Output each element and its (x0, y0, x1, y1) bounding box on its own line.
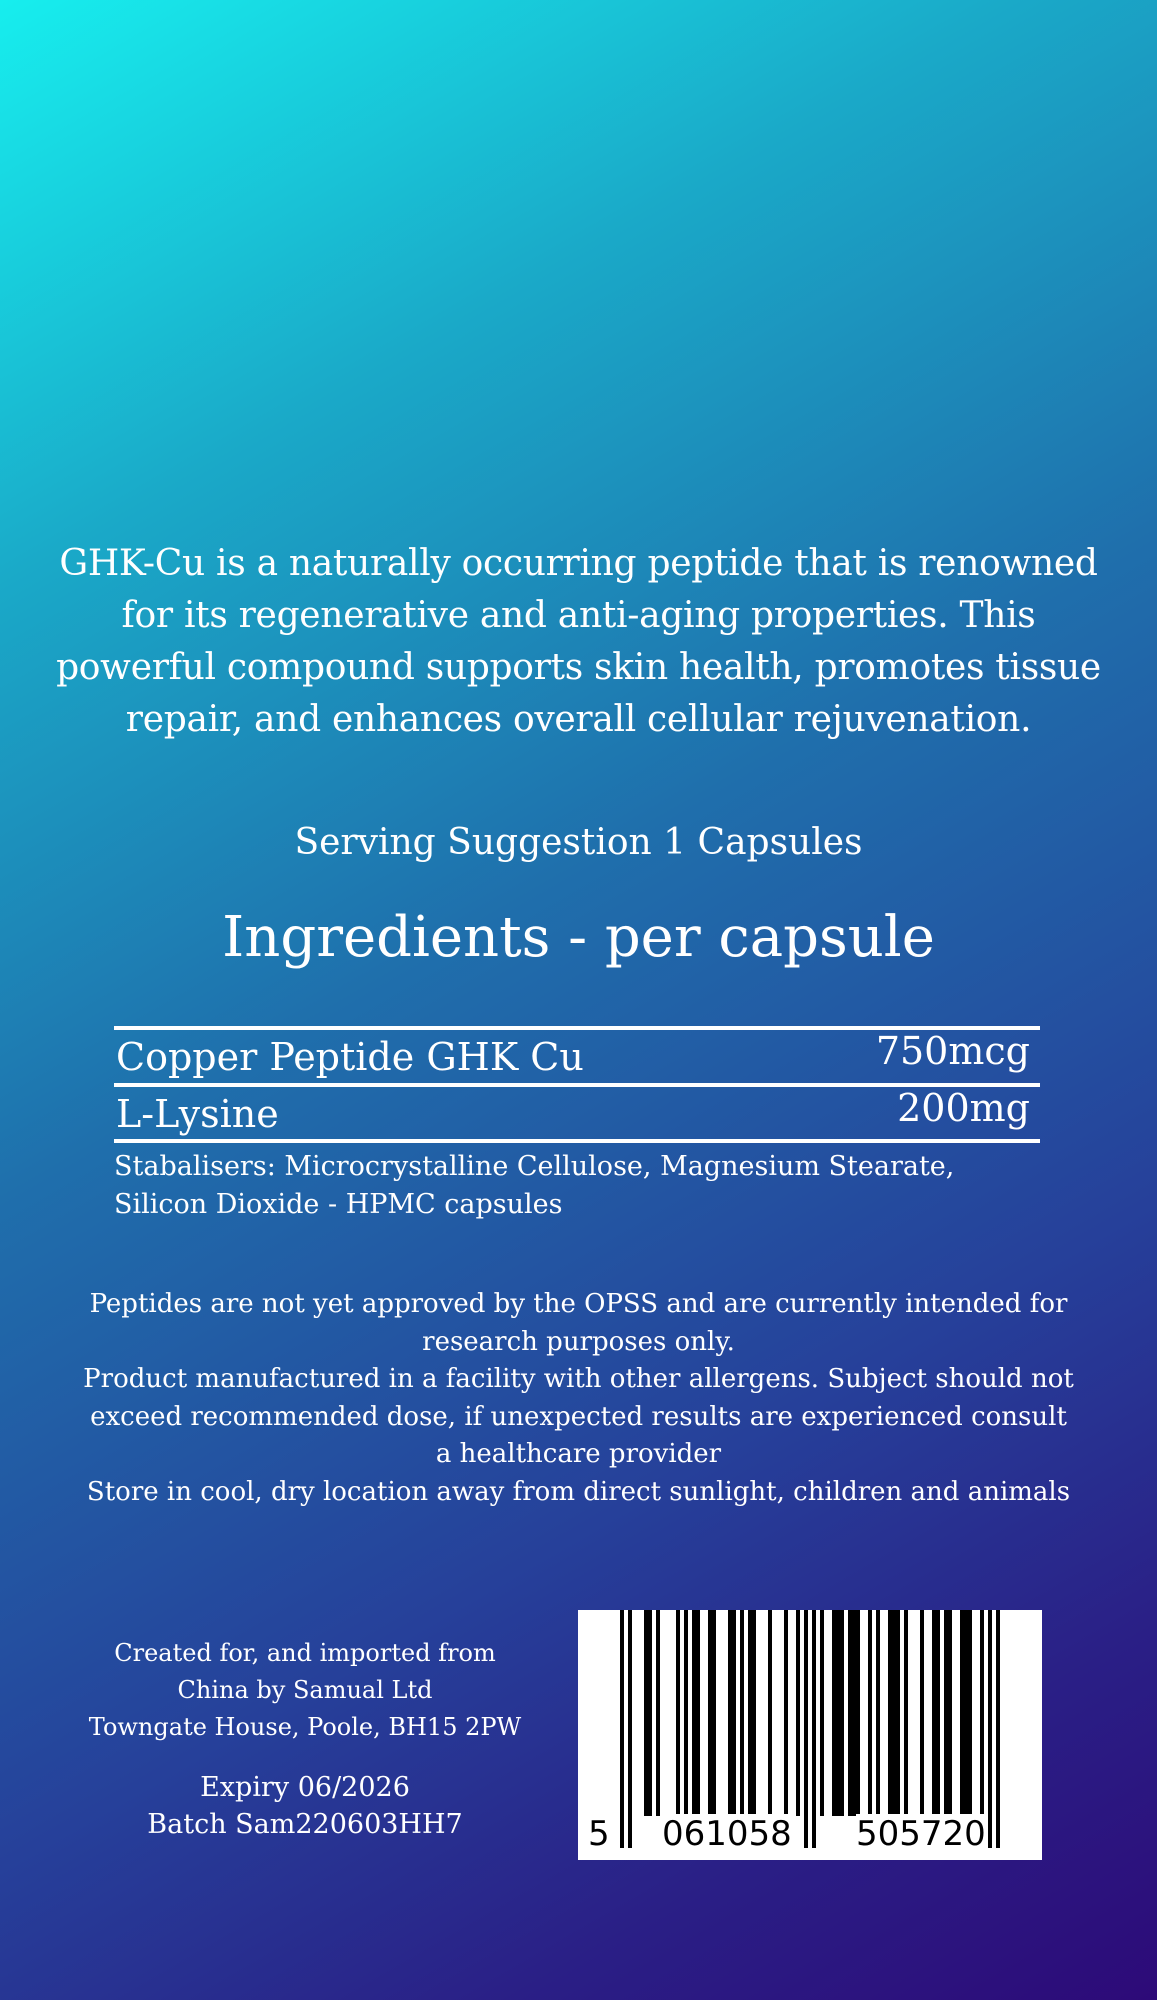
ingredient-amount: 750mcg (875, 1029, 1030, 1073)
barcode-bar (892, 1610, 896, 1816)
barcode-bar (856, 1610, 860, 1816)
barcode-bar (804, 1610, 808, 1848)
barcode-bar (684, 1610, 688, 1816)
barcode-bar (740, 1610, 744, 1816)
stabilisers-note: Stabalisers: Microcrystalline Cellulose, Magnesium Stearate, Silicon Dioxide - HPMC capsules (114, 1151, 955, 1220)
barcode-bar (768, 1610, 772, 1816)
barcode-bar (980, 1610, 984, 1816)
barcode-bar (968, 1610, 972, 1816)
importer-info (80, 1635, 530, 1746)
barcode-bar (812, 1610, 816, 1848)
ingredient-name: Copper Peptide GHK Cu (116, 1035, 584, 1079)
importer-address: Towngate House, Poole, BH15 2PW (88, 1713, 522, 1741)
batch-number: Batch Sam220603HH7 (147, 1809, 463, 1840)
ingredients-heading: Ingredients - per capsule (222, 905, 935, 970)
barcode-bar (964, 1610, 968, 1816)
barcode-bar (988, 1610, 992, 1848)
barcode-bar (648, 1610, 652, 1816)
barcode-bar (936, 1610, 940, 1816)
product-description: GHK-Cu is a naturally occurring peptide that is renowned for its regenerative and anti-aging properties. This powerful compound supports skin health, promotes tissue repair, and enhances overall cellular rejuvenation. (56, 543, 1101, 740)
barcode-bar (676, 1610, 680, 1816)
barcode-bar (868, 1610, 872, 1816)
ingredient-amount: 200mg (897, 1086, 1030, 1130)
barcode-bar (836, 1610, 840, 1816)
barcode-bar (840, 1610, 844, 1816)
barcode-bar (796, 1610, 800, 1816)
barcode-bar (732, 1610, 736, 1816)
barcode-bar (896, 1610, 900, 1816)
barcode-right-digits: 505720 (856, 1814, 986, 1854)
barcode-bar (628, 1610, 632, 1848)
barcode-bar (656, 1610, 660, 1816)
barcode-bar (888, 1610, 892, 1816)
importer-line: China by Samual Ltd (177, 1676, 433, 1704)
barcode-bar (644, 1610, 648, 1816)
barcode-bar (620, 1610, 624, 1848)
barcode-bar (696, 1610, 700, 1816)
table-divider-bottom (114, 1139, 1040, 1143)
barcode-bar (848, 1610, 852, 1816)
barcode-bar (752, 1610, 756, 1816)
importer-line: Created for, and imported from (114, 1639, 496, 1667)
ingredient-row (116, 1030, 1030, 1084)
barcode-bar (708, 1610, 712, 1816)
barcode-bar (784, 1610, 788, 1816)
warning-line: Store in cool, dry location away from direct sunlight, children and animals (86, 1476, 1071, 1507)
expiry-date: Expiry 06/2026 (200, 1772, 410, 1803)
expiry-batch-info (80, 1769, 530, 1843)
warning-line: a healthcare provider (435, 1439, 722, 1469)
barcode-bar (932, 1610, 936, 1816)
barcode-first-digit: 5 (588, 1814, 610, 1854)
warning-line: Product manufactured in a facility with other allergens. Subject should not (83, 1364, 1074, 1394)
barcode-bar (876, 1610, 880, 1816)
barcode-bar (820, 1610, 824, 1816)
barcode-bar (832, 1610, 836, 1816)
warning-line: exceed recommended dose, if unexpected results are experienced consult (90, 1401, 1067, 1432)
barcode (578, 1610, 1042, 1860)
barcode-bar (728, 1610, 732, 1816)
warning-line: Peptides are not yet approved by the OPSS and are currently intended for (89, 1289, 1068, 1319)
barcode-bar (692, 1610, 696, 1816)
barcode-bar (852, 1610, 856, 1816)
ingredient-row (116, 1087, 1030, 1141)
barcode-left-digits: 061058 (662, 1814, 792, 1854)
barcode-bar (996, 1610, 1000, 1848)
barcode-bar (960, 1610, 964, 1816)
warnings-block (70, 1286, 1087, 1511)
barcode-bar (920, 1610, 924, 1816)
barcode-bar (748, 1610, 752, 1816)
warning-line: research purposes only. (422, 1326, 735, 1357)
barcode-bar (904, 1610, 908, 1816)
serving-suggestion: Serving Suggestion 1 Capsules (294, 822, 863, 863)
ingredient-name: L-Lysine (116, 1092, 279, 1136)
barcode-bar (948, 1610, 952, 1816)
barcode-bar (944, 1610, 948, 1816)
barcode-bar (712, 1610, 716, 1816)
